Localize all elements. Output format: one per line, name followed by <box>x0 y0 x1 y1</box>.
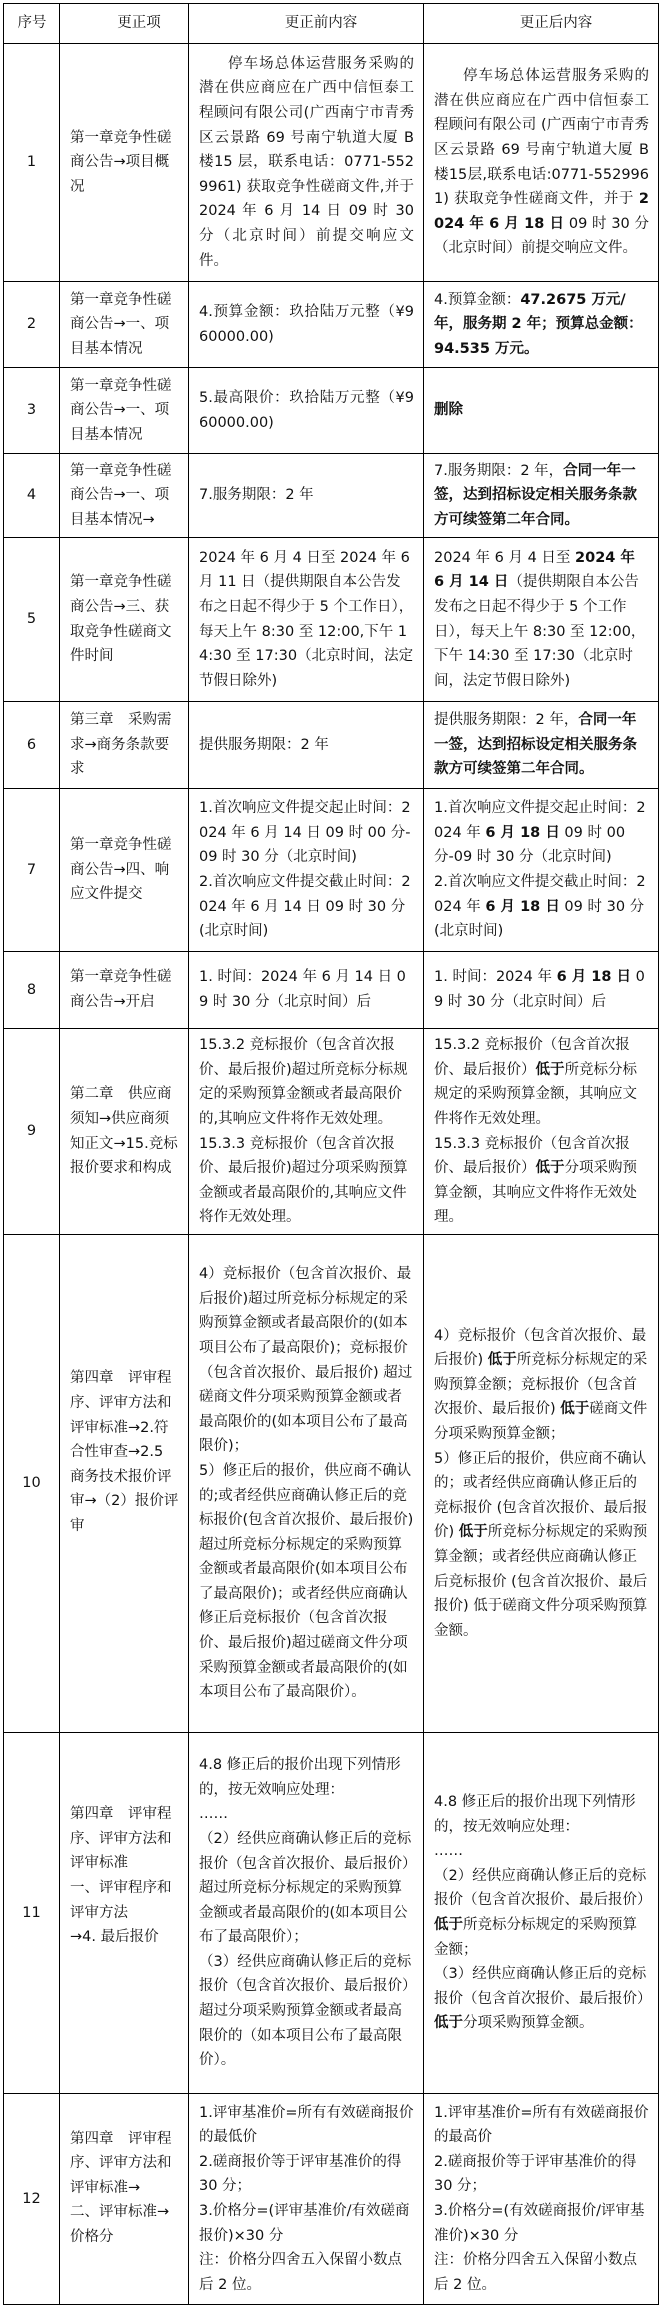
table-row <box>4 454 659 538</box>
text-run: 2024 年 6 月 4 日至 <box>434 549 576 566</box>
paragraph <box>70 708 179 782</box>
text-run: 2024 年 6 月 4 日至 2024 年 6 月 11 日（提供期限自本公告发布之日起不得少于 5 个工作日），每天上午 8:30 至 12:00,下午 14:30 至 17:30（北京时间，法定节假日除外) <box>199 549 414 689</box>
paragraph <box>434 870 649 944</box>
text-run: 分项采购预算金额，其响应文件将作无效处理。 <box>434 1160 637 1226</box>
paragraph <box>199 1802 414 1827</box>
text-run: （提供期限自本公告发布之日起不得少于 5 个工作日），每天上午 8:30 至 12:00，下午 14:30 至 17:30（北京时间，法定节假日除外) <box>434 574 646 689</box>
text-run: 15.3.2 竞标报价（包含首次报价、最后报价)超过所竞标分标规定的采购预算金额或者最高限价的,其响应文件将作无效处理。 <box>199 1037 408 1127</box>
text-run: 1.评审基准价=所有有效磋商报价的最高价 <box>434 2104 649 2146</box>
correction-table <box>3 3 659 2305</box>
table-row <box>4 952 659 1029</box>
paragraph <box>434 1033 649 1131</box>
cell-before <box>189 454 424 538</box>
bold-text-run: 合同一年一签，达到招标设定相关服务条款方可续签第二年合同。 <box>434 462 637 528</box>
text-run: 注：价格分四舍五入保留小数点后 2 位。 <box>434 2252 637 2293</box>
table-row <box>4 1733 659 2094</box>
cell-index: 12 <box>4 2094 60 2305</box>
cell-before <box>189 368 424 454</box>
header-after: 更正后内容 <box>424 4 659 44</box>
text-run: 第四章 评审程序、评审方法和评审标准→2.符合性审查→2.5 商务技术报价评审→（2）报价评审 <box>70 1370 179 1534</box>
text-run: （3）经供应商确认修正后的竞标报价（包含首次报价、最后报价） <box>434 1966 652 2007</box>
table-row <box>4 702 659 789</box>
text-run: 磋商文件分项采购预算金额； <box>434 1401 648 1443</box>
bold-text-run: 低于 <box>434 1917 463 1933</box>
cell-index: 8 <box>4 952 60 1029</box>
paragraph <box>199 300 414 349</box>
cell-before <box>189 538 424 702</box>
cell-index: 4 <box>4 454 60 538</box>
text-run: 提供服务期限：2 年 <box>199 736 329 753</box>
text-run: 第一章竞争性磋商公告→一、项目基本情况 <box>70 377 172 443</box>
cell-item <box>60 454 189 538</box>
paragraph <box>434 1864 652 1962</box>
header-item: 更正项 <box>60 4 189 44</box>
paragraph <box>70 1925 179 1950</box>
cell-item <box>60 952 189 1029</box>
text-run: （2）经供应商确认修正后的竞标报价（包含首次报价、最后报价） <box>434 1867 652 1909</box>
paragraph <box>199 1827 414 1950</box>
paragraph <box>434 288 649 362</box>
paragraph <box>199 386 414 435</box>
paragraph <box>434 796 649 870</box>
text-run: 4.8 修正后的报价出现下列情形的，按无效响应处理： <box>199 1757 401 1798</box>
cell-after <box>424 538 659 702</box>
bold-text-run: 6 月 18 日 <box>556 969 631 986</box>
paragraph <box>70 459 179 533</box>
text-run: 7.服务期限：2 年 <box>199 487 314 504</box>
bold-text-run: 低于 <box>458 1524 488 1541</box>
text-run: 分项采购预算金额。 <box>463 2015 594 2032</box>
bold-text-run: 低于 <box>487 1352 517 1369</box>
bold-text-run: 低于 <box>560 1401 590 1418</box>
text-run: 3.价格分=(有效磋商报价/评审基准价)×30 分 <box>434 2203 645 2244</box>
cell-before <box>189 282 424 368</box>
bold-text-run: 合同一年一签，达到招标设定相关服务条款方可续签第二年合同。 <box>434 712 637 778</box>
text-run: 4.预算金额：玖拾陆万元整（¥960000.00) <box>199 303 414 345</box>
text-run: 2.磋商报价等于评审基准价的得 30 分； <box>199 2153 402 2195</box>
text-run: 第一章竞争性磋商公告→一、项目基本情况 <box>70 291 172 357</box>
bold-text-run: 低于 <box>535 1160 565 1177</box>
cell-item <box>60 1029 189 1235</box>
text-run: 15.3.3 竞标报价（包含首次报价、最后报价)超过分项采购预算金额或者最高限价的,其响应文件将作无效处理。 <box>199 1135 408 1226</box>
cell-before <box>189 44 424 282</box>
text-run: …… <box>434 1843 463 1860</box>
text-run: 4）竞标报价（包含首次报价、最后报价) <box>434 1327 647 1369</box>
paragraph <box>199 52 414 273</box>
paragraph <box>434 1447 649 1644</box>
text-run: 4）竞标报价（包含首次报价、最后报价)超过所竞标分标规定的采购预算金额或者最高限价的(如本项目公布了最高限价)；竞标报价（包含首次报价、最后报价) 超过磋商文件分项采购预算金额或者最高限价的(如本项目公布了最高限价)； <box>199 1266 413 1455</box>
paragraph <box>199 546 414 694</box>
paragraph <box>70 965 179 1014</box>
paragraph <box>199 1132 414 1230</box>
paragraph <box>199 796 414 870</box>
paragraph <box>434 2248 649 2297</box>
header-index: 序号 <box>4 4 60 44</box>
table-header <box>4 4 659 44</box>
text-run: 5.最高限价：玖拾陆万元整（¥960000.00) <box>199 389 414 431</box>
text-run: 第二章 供应商须知→供应商须知正文→15.竞标报价要求和构成 <box>70 1086 178 1177</box>
bold-text-run: 2024 年 6 月 18 日 <box>434 191 649 232</box>
cell-after <box>424 702 659 789</box>
paragraph <box>199 870 414 944</box>
bold-text-run: 6 月 18 日 <box>485 824 560 841</box>
text-run: 所竞标分标规定的采购预算金额，其响应文件将作无效处理。 <box>434 1061 637 1127</box>
table-row <box>4 1235 659 1733</box>
text-run: 09 时 30 分（北京时间）前提交响应文件。 <box>434 215 649 257</box>
cell-after <box>424 1029 659 1235</box>
paragraph <box>434 459 649 533</box>
text-run: 提供服务期限：2 年， <box>434 712 579 729</box>
text-run: 停车场总体运营服务采购的潜在供应商应在广西中信恒泰工程顾问有限公司 (广西南宁市青秀区云景路 69 号南宁轨道大厦 B 楼15层,联系电话:0771-5529961) 获取竞争性磋商文件，并于 <box>434 68 649 208</box>
text-run: 一、评审程序和评审方法 <box>70 1880 172 1921</box>
table-row <box>4 789 659 952</box>
text-run: 注：价格分四舍五入保留小数点后 2 位。 <box>199 2252 402 2293</box>
cell-after <box>424 2094 659 2305</box>
cell-after <box>424 1235 659 1733</box>
paragraph <box>434 1132 649 1230</box>
paragraph <box>199 1033 414 1131</box>
text-run: 第一章竞争性磋商公告→四、响应文件提交 <box>70 837 172 903</box>
paragraph <box>434 1839 649 1864</box>
cell-after <box>424 368 659 454</box>
text-run: 1. 时间：2024 年 6 月 14 日 09 时 30 分（北京时间）后 <box>199 969 406 1010</box>
text-run: 第四章 评审程序、评审方法和评审标准→ <box>70 2130 172 2196</box>
text-run: 2.首次响应文件提交截止时间：2024 年 <box>434 874 646 915</box>
cell-item <box>60 44 189 282</box>
paragraph <box>199 965 414 1014</box>
cell-after <box>424 454 659 538</box>
paragraph <box>70 126 179 200</box>
text-run: 1.首次响应文件提交起止时间：2024 年 <box>434 800 646 841</box>
paragraph <box>434 2150 649 2199</box>
paragraph <box>199 2150 414 2199</box>
text-run: 第四章 评审程序、评审方法和评审标准 <box>70 1806 172 1872</box>
text-run: 1. 时间：2024 年 <box>434 969 557 986</box>
paragraph <box>434 398 649 423</box>
paragraph <box>199 2101 414 2150</box>
cell-before <box>189 2094 424 2305</box>
text-run: 2.磋商报价等于评审基准价的得 30 分； <box>434 2153 637 2195</box>
header-before: 更正前内容 <box>189 4 424 44</box>
text-run: （3）经供应商确认修正后的竞标报价（包含首次报价、最后报价）超过分项采购预算金额或者最高限价的（如本项目公布了最高限价）。 <box>199 1953 412 2069</box>
paragraph <box>199 1950 414 2073</box>
cell-item <box>60 1235 189 1733</box>
cell-index: 1 <box>4 44 60 282</box>
text-run: →4. 最后报价 <box>70 1929 159 1946</box>
text-run: 1.评审基准价=所有有效磋商报价的最低价 <box>199 2104 414 2146</box>
cell-item <box>60 1733 189 2094</box>
paragraph <box>434 2199 649 2248</box>
text-run: 5）修正后的报价，供应商不确认的；或者经供应商确认修正后的竞标报价 (包含首次报价、最后报价) <box>434 1450 648 1541</box>
cell-index: 3 <box>4 368 60 454</box>
bold-text-run: 低于 <box>434 2015 463 2032</box>
text-run: 二、评审标准→价格分 <box>70 2204 170 2245</box>
paragraph <box>199 2248 414 2297</box>
table-row <box>4 538 659 702</box>
text-run: 停车场总体运营服务采购的潜在供应商应在广西中信恒泰工程顾问有限公司(广西南宁市青秀区云景路 69 号南宁轨道大厦 B 楼15 层，联系电话：0771-5529961) 获取竞争性磋商文件,并于 2024 年 6 月 14 日 09 时 30 分（北京时间）前提交响应文件。 <box>199 55 414 269</box>
bold-text-run: 删除 <box>434 402 463 419</box>
text-run: 所竞标分标规定的采购预算金额；竞标报价（包含首次报价、最后报价) <box>434 1352 648 1418</box>
paragraph <box>70 570 179 668</box>
paragraph <box>70 1876 179 1925</box>
paragraph <box>434 546 649 694</box>
paragraph <box>434 2101 649 2150</box>
cell-item <box>60 282 189 368</box>
paragraph <box>199 2199 414 2248</box>
cell-before <box>189 789 424 952</box>
cell-item <box>60 2094 189 2305</box>
text-run: 1.首次响应文件提交起止时间：2024 年 6 月 14 日 09 时 00 分-09 时 30 分（北京时间) <box>199 800 411 866</box>
text-run: 5）修正后的报价，供应商不确认的;或者经供应商确认修正后的竞标报价(包含首次报价、最后报价)超过所竞标分标规定的采购预算金额或者最高限价(如本项目公布了最高限价)；或者经供应商确认修正后竞标报价（包含首次报价、最后报价)超过磋商文件分项采购预算金额或者最高限价的(如本项目公布了最高限价）。 <box>199 1462 414 1701</box>
paragraph <box>434 708 649 782</box>
cell-after <box>424 1733 659 2094</box>
text-run: 15.3.3 竞标报价（包含首次报价、最后报价） <box>434 1135 630 1177</box>
cell-index: 5 <box>4 538 60 702</box>
text-run: 第一章竞争性磋商公告→开启 <box>70 969 172 1010</box>
bold-text-run: 6 月 18 日 <box>485 898 560 915</box>
paragraph <box>70 374 179 448</box>
cell-index: 6 <box>4 702 60 789</box>
cell-after <box>424 789 659 952</box>
paragraph <box>199 1753 414 1802</box>
paragraph <box>434 1324 649 1447</box>
paragraph <box>70 833 179 907</box>
text-run: 7.服务期限：2 年， <box>434 462 564 479</box>
cell-after <box>424 44 659 282</box>
table-row <box>4 1029 659 1235</box>
text-run: 09 时 30 分（北京时间）后 <box>434 969 645 1010</box>
paragraph <box>434 64 649 261</box>
bold-text-run: 2024 年 6 月 14 日 <box>434 549 635 591</box>
cell-after <box>424 282 659 368</box>
paragraph <box>70 2200 179 2249</box>
cell-before <box>189 952 424 1029</box>
paragraph <box>434 1962 652 2036</box>
text-run: 2.首次响应文件提交截止时间：2024 年 6 月 14 日 09 时 30 分(北京时间) <box>199 874 411 940</box>
text-run: 4.8 修正后的报价出现下列情形的，按无效响应处理： <box>434 1794 636 1835</box>
paragraph <box>70 1366 179 1538</box>
text-run: 第一章竞争性磋商公告→项目概况 <box>70 129 172 195</box>
table-row <box>4 368 659 454</box>
text-run: 09 时 00 分-09 时 30 分（北京时间) <box>434 824 626 866</box>
text-run: …… <box>199 1806 228 1823</box>
cell-before <box>189 1733 424 2094</box>
cell-index: 10 <box>4 1235 60 1733</box>
paragraph <box>70 2127 179 2201</box>
text-run: 15.3.2 竞标报价（包含首次报价、最后报价） <box>434 1037 630 1078</box>
cell-index: 11 <box>4 1733 60 2094</box>
paragraph <box>70 1082 179 1180</box>
paragraph <box>434 1790 649 1839</box>
paragraph <box>199 1459 414 1705</box>
text-run: 所竞标分标规定的采购预算金额；或者经供应商确认修正后竞标报价 (包含首次报价、最后报价) 低于磋商文件分项采购预算金额。 <box>434 1524 648 1639</box>
cell-before <box>189 1235 424 1733</box>
paragraph <box>70 1802 179 1876</box>
cell-after <box>424 952 659 1029</box>
text-run: （2）经供应商确认修正后的竞标报价（包含首次报价、最后报价）超过所竞标分标规定的采购预算金额或者最高限价的(如本项目公布了最高限价）； <box>199 1830 412 1946</box>
text-run: 第一章竞争性磋商公告→三、获取竞争性磋商文件时间 <box>70 574 172 665</box>
cell-item <box>60 702 189 789</box>
cell-index: 2 <box>4 282 60 368</box>
text-run: 第一章竞争性磋商公告→一、项目基本情况→ <box>70 462 172 528</box>
cell-index: 9 <box>4 1029 60 1235</box>
table-row <box>4 2094 659 2305</box>
paragraph <box>70 288 179 362</box>
paragraph <box>199 1262 414 1459</box>
cell-item <box>60 538 189 702</box>
cell-before <box>189 702 424 789</box>
text-run: 所竞标分标规定的采购预算金额； <box>434 1917 637 1958</box>
text-run: 4.预算金额： <box>434 291 521 308</box>
paragraph <box>199 733 414 758</box>
paragraph <box>199 483 414 508</box>
cell-before <box>189 1029 424 1235</box>
bold-text-run: 47.2675 万元/年，服务期 2 年；预算总金额：94.535 万元。 <box>434 291 643 357</box>
cell-index: 7 <box>4 789 60 952</box>
cell-item <box>60 368 189 454</box>
bold-text-run: 低于 <box>535 1061 565 1078</box>
text-run: 09 时 30 分(北京时间) <box>434 898 645 940</box>
table-row <box>4 44 659 282</box>
text-run: 第三章 采购需求→商务条款要求 <box>70 712 172 778</box>
text-run: 3.价格分=(评审基准价/有效磋商报价)×30 分 <box>199 2203 410 2244</box>
paragraph <box>434 965 649 1014</box>
table-row <box>4 282 659 368</box>
cell-item <box>60 789 189 952</box>
